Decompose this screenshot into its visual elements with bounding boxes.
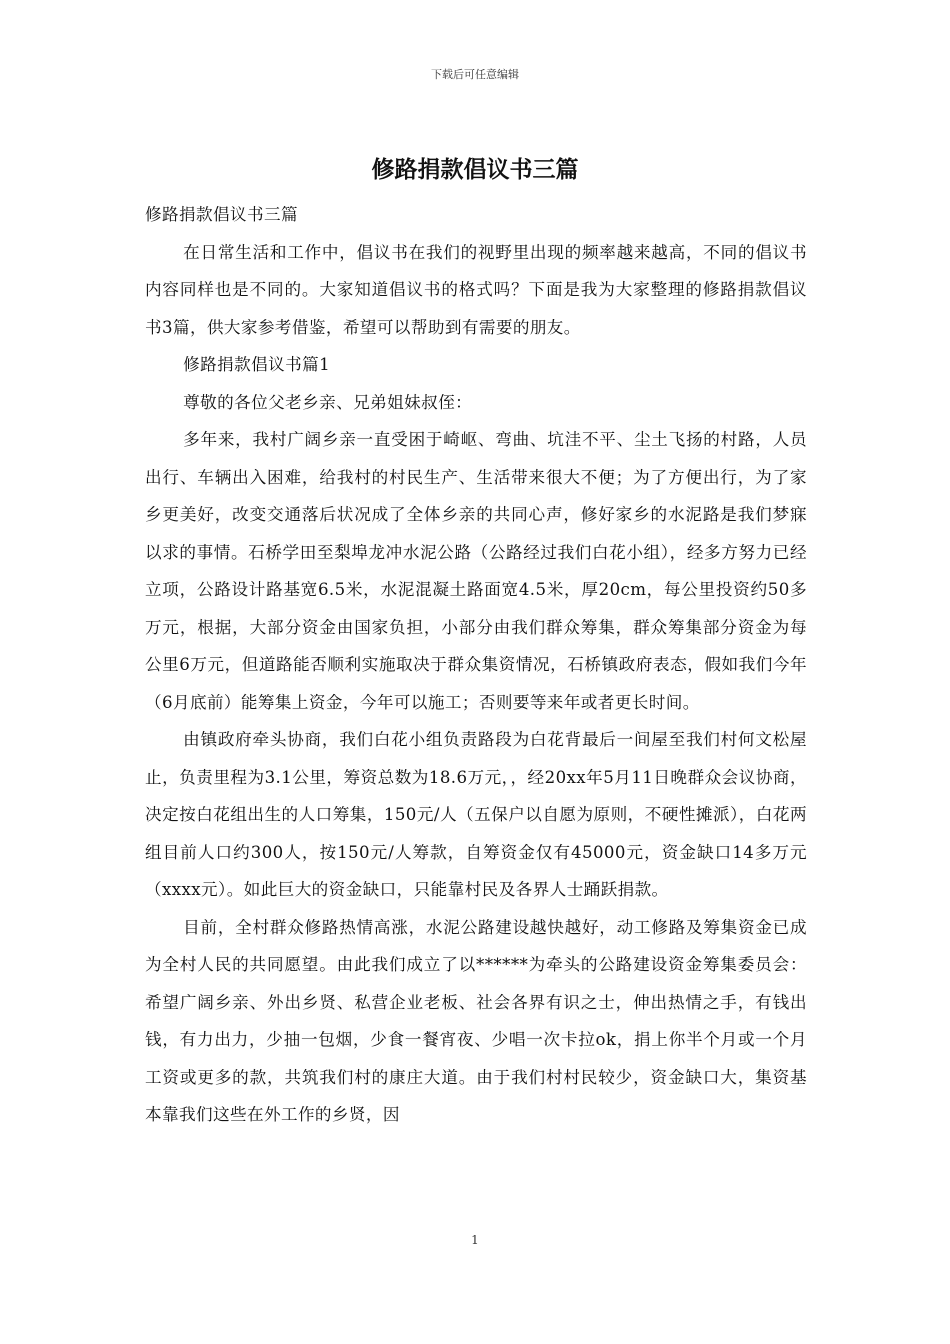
body-paragraph: 多年来，我村广阔乡亲一直受困于崎岖、弯曲、坑洼不平、尘土飞扬的村路，人员出行、车辆出入困难，给我村的村民生产、生活带来很大不便；为了方便出行，为了家乡更美好，改变交通落后状况成了全体乡亲的共同心声，修好家乡的水泥路是我们梦寐以求的事情。石桥学田至梨埠龙冲水泥公路（公路经过我们白花小组），经多方努力已经立项，公路设计路基宽6.5米，水泥混凝土路面宽4.5米，厚20cm，每公里投资约50多万元，根据，大部分资金由国家负担，小部分由我们群众筹集，群众筹集部分资金为每公里6万元，但道路能否顺利实施取决于群众集资情况，石桥镇政府表态，假如我们今年（6月底前）能筹集上资金，今年可以施工；否则要等来年或者更长时间。 [145,430,807,712]
body-paragraph: 由镇政府牵头协商，我们白花小组负责路段为白花背最后一间屋至我们村何文松屋止，负责里程为3.1公里，筹资总数为18.6万元，，经20xx年5月11日晚群众会议协商，决定按白花组出生的人口筹集，150元/人（五保户以自愿为原则，不硬性摊派），白花两组目前人口约300人，按150元/人筹款，自筹资金仅有45000元，资金缺口14多万元（xxxx元）。如此巨大的资金缺口，只能靠村民及各界人士踊跃捐款。 [145,730,807,899]
subtitle-paragraph: 修路捐款倡议书三篇 [145,205,298,224]
section-heading: 修路捐款倡议书篇1 [183,355,331,374]
document-body [145,196,807,1134]
document-title: 修路捐款倡议书三篇 [371,156,579,183]
page-number: 1 [471,1233,479,1247]
header-note: 下载后可任意编辑 [431,68,519,81]
salutation-paragraph: 尊敬的各位父老乡亲、兄弟姐妹叔侄： [183,392,473,412]
intro-paragraph: 在日常生活和工作中，倡议书在我们的视野里出现的频率越来越高，不同的倡议书内容同样也是不同的。大家知道倡议书的格式吗？下面是我为大家整理的修路捐款倡议书3篇，供大家参考借鉴，希望可以帮助到有需要的朋友。 [145,242,807,337]
body-paragraph: 目前，全村群众修路热情高涨，水泥公路建设越快越好，动工修路及筹集资金已成为全村人民的共同愿望。由此我们成立了以******为牵头的公路建设资金筹集委员会：希望广阔乡亲、外出乡贤、私营企业老板、社会各界有识之士，伸出热情之手，有钱出钱，有力出力，少抽一包烟，少食一餐宵夜、少唱一次卡拉ok，捐上你半个月或一个月工资或更多的款，共筑我们村的康庄大道。由于我们村村民较少，资金缺口大，集资基本靠我们这些在外工作的乡贤，因 [145,917,807,1124]
